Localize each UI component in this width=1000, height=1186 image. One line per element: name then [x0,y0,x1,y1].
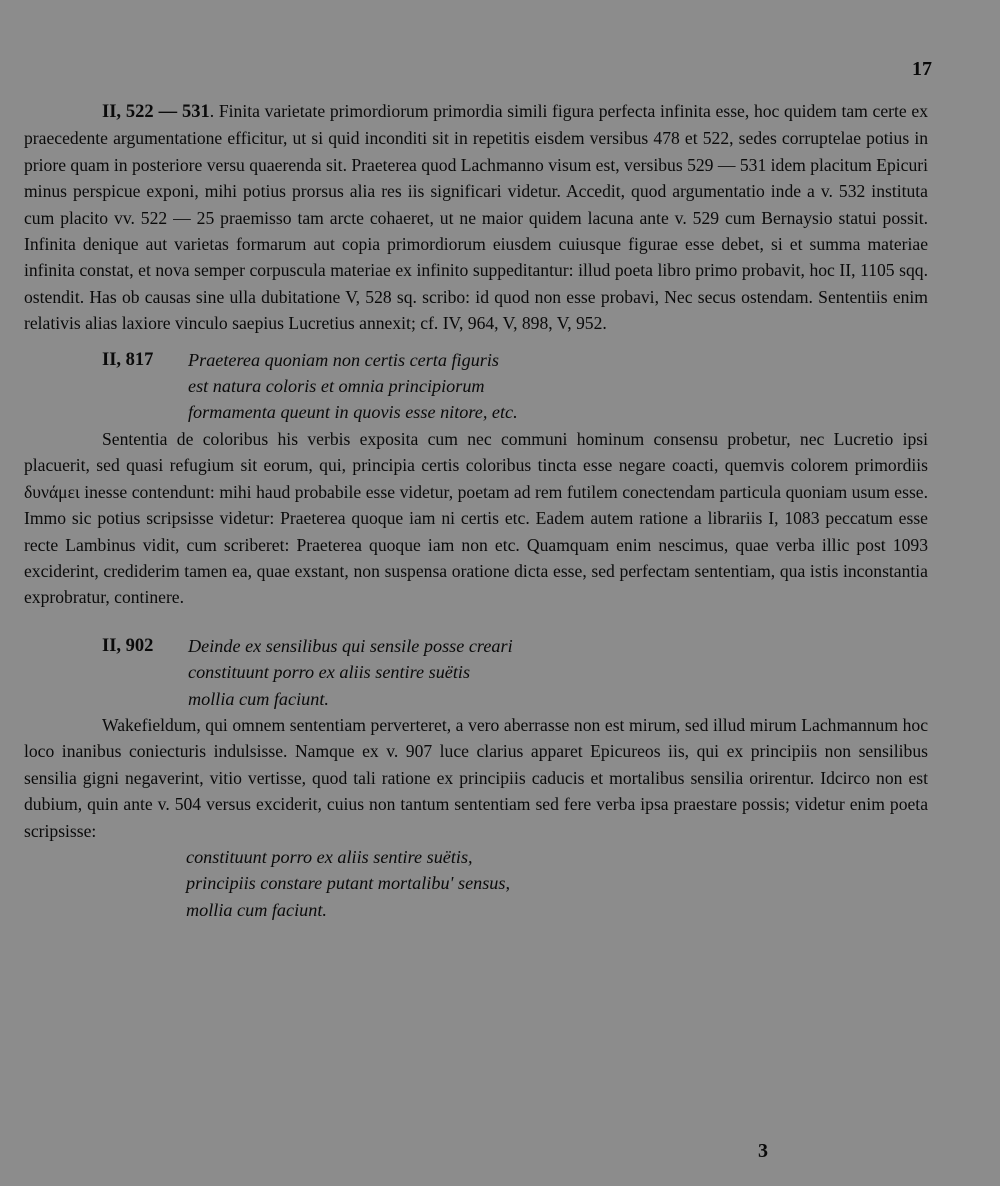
verse-line: constituunt porro ex aliis sentire suëtis [188,662,471,683]
verse-line: Deinde ex sensilibus qui sensile posse creari [188,635,513,656]
verse-lines [188,347,518,426]
verse-lines [188,633,513,712]
section-902-verse [24,633,928,712]
verse-line: est natura coloris et omnia principiorum [188,376,485,397]
quoted-verse [186,844,928,923]
quote-line: constituunt porro ex aliis sentire suëtis, [186,846,473,867]
page-number: 17 [912,58,932,80]
page-body [24,98,928,923]
section-ref: II, 522 — 531 [102,102,210,122]
quote-line: principiis constare putant mortalibu' sensus, [186,873,511,894]
section-817-verse [24,347,928,426]
section-817-paragraph: Sententia de coloribus his verbis exposita cum nec communi hominum consensu probetur, nec Lucretio ipsi placuerit, sed quasi refugium sit eorum, qui, principia certis coloribus tincta esse negare coacti, quemvis colorem primordiis δυνάμει inesse contendunt: mihi haud probabile esse videtur, poetam ad rem futilem conectendam particula quoniam usum esse. Immo sic potius scripsisse videtur: Praeterea quoque iam ni certis etc. Eadem autem ratione a librariis I, 1083 peccatum esse recte Lambinus vidit, cum scriberet: Praeterea quoque iam non etc. Quamquam enim nescimus, quae verba illic post 1093 exciderint, crediderim tamen ea, quae exstant, non suspensa oratione dicta esse, sed perfectam sententiam, qua istis inconstantia exprobratur, continere. [24,428,928,608]
verse-line: mollia cum faciunt. [188,688,329,709]
section-ref: II, 817 [102,349,154,370]
section-ref: II, 902 [102,635,154,656]
section-902-paragraph: Wakefieldum, qui omnem sententiam perverteret, a vero aberrasse non est mirum, sed illud mirum Lachmannum hoc loco inanibus coniecturis indulsisse. Namque ex v. 907 luce clarius apparet Epicureos iis, qui ex principiis non sensilibus sensilia gigni negaverint, vitio vertisse, quod tali ratione ex principiis caducis et mortalibus sensilia orirentur. Idcirco non est dubium, quin ante v. 504 versus exciderit, cuius non tantum sententiam sed fere verba ipsa praestare possis; videtur enim poeta scripsisse: [24,714,928,841]
signature-mark: 3 [758,1140,768,1162]
section-text: . Finita varietate primordiorum primordia simili figura perfecta infinita esse, hoc quidem tam certe ex praecedente argumentatione efficitur, ut si quid inconditi sit in repetitis eisdem versibus 478 et 522, sedes corruptelae potius in priore quam in posteriore versu quaerenda sit. Praeterea quod Lachmanno visum est, versibus 529 — 531 idem placitum Epicuri minus perspicue exponi, mihi potius prorsus alia res iis significari videtur. Accedit, quod argumentatio inde a v. 532 instituta cum placito vv. 522 — 25 praemisso tam arcte cohaeret, ut ne maior quidem lacuna ante v. 529 cum Bernaysio statui possit. Infinita denique aut varietas formarum aut copia primordiorum eiusdem cuiusque figurae esse debet, si et summa materiae infinita constat, et nova semper corpuscula materiae ex infinito suppeditantur: illud poeta libro primo probavit, hoc II, 1105 sqq. ostendit. Has ob causas sine ulla dubitatione V, 528 sq. scribo: id quod non esse probavi, Nec secus ostendam. Sententiis enim relativis alias laxiore vinculo saepius Lucretius annexit; cf. IV, 964, V, 898, V, 952. [24,101,929,334]
section-522-paragraph [24,98,928,337]
verse-line: Praeterea quoniam non certis certa figuris [188,349,499,370]
quote-line: mollia cum faciunt. [186,899,327,920]
verse-line: formamenta queunt in quovis esse nitore, etc. [188,402,518,423]
